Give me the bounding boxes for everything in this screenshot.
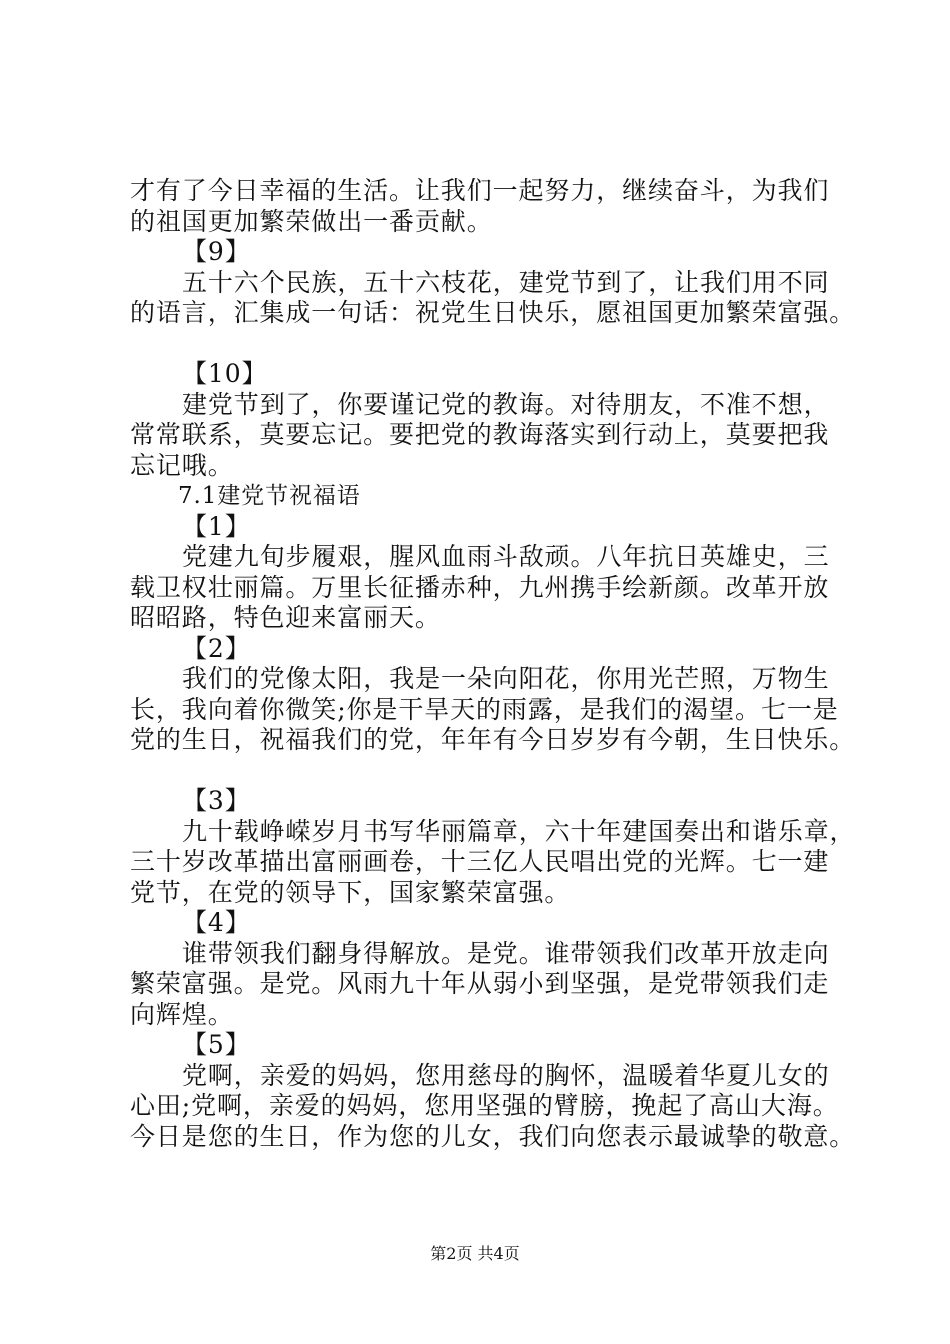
blank-line (130, 329, 850, 360)
text-line: 繁荣富强。是党。风雨九十年从弱小到坚强，是党带领我们走 (130, 969, 830, 998)
text-line: 【9】 (182, 237, 251, 266)
page-footer: 第2页 共4页 (430, 1244, 520, 1263)
text-line: 载卫权壮丽篇。万里长征播赤种，九州携手绘新颜。改革开放 (130, 572, 830, 602)
text-line: 【10】 (182, 359, 268, 388)
paragraph (130, 816, 856, 909)
paragraph (130, 267, 856, 329)
paragraph (130, 542, 850, 634)
text-line: 今日是您的生日，作为您的儿女，我们向您表示最诚挚的敬意。 (130, 1121, 856, 1151)
paragraph (130, 1060, 856, 1153)
text-line: 昭昭路，特色迎来富丽天。 (130, 603, 441, 632)
text-line: 长，我向着你微笑;你是干旱天的雨露，是我们的渴望。七一是 (130, 694, 839, 724)
section-marker (130, 786, 850, 817)
text-line: 才有了今日幸福的生活。让我们一起努力，继续奋斗，为我们 (130, 176, 830, 205)
text-line: 党节，在党的领导下，国家繁荣富强。 (130, 877, 571, 907)
section-marker (130, 908, 850, 939)
blank-line (130, 756, 850, 787)
section-marker (130, 1030, 850, 1061)
section-heading (130, 481, 850, 512)
paragraph (130, 390, 850, 482)
text-line: 党啊，亲爱的妈妈，您用慈母的胸怀，温暖着华夏儿女的 (182, 1060, 830, 1090)
text-line: 五十六个民族，五十六枝花，建党节到了，让我们用不同 (182, 267, 830, 297)
text-line: 向辉煌。 (130, 999, 234, 1029)
text-line: 【2】 (182, 633, 251, 663)
text-line: 三十岁改革描出富丽画卷，十三亿人民唱出党的光辉。七一建 (130, 847, 830, 876)
text-line: 谁带领我们翻身得解放。是党。谁带领我们改革开放走向 (182, 938, 830, 968)
paragraph (130, 939, 850, 1031)
section-marker (130, 359, 850, 390)
text-line: 党的生日，祝福我们的党，年年有今日岁岁有今朝，生日快乐。 (130, 725, 856, 754)
section-marker (130, 512, 850, 543)
text-line: 心田;党啊，亲爱的妈妈，您用坚强的臂膀，挽起了高山大海。 (130, 1091, 839, 1120)
text-line: 党建九旬步履艰，腥风血雨斗敌顽。八年抗日英雄史，三 (182, 542, 830, 571)
text-line: 建党节到了，你要谨记党的教诲。对待朋友，不准不想， (182, 389, 830, 419)
text-line: 【1】 (182, 511, 251, 541)
document-body (130, 176, 856, 1152)
paragraph (130, 664, 856, 756)
text-line: 忘记哦。 (130, 450, 234, 480)
section-marker (130, 237, 850, 268)
text-line: 九十载峥嵘岁月书写华丽篇章，六十年建国奏出和谐乐章， (182, 816, 856, 846)
text-line: 【5】 (182, 1030, 251, 1059)
text-line: 的祖国更加繁荣做出一番贡献。 (130, 206, 493, 236)
section-marker (130, 634, 850, 665)
paragraph-continuation (130, 176, 850, 237)
text-line: 常常联系，莫要忘记。要把党的教诲落实到行动上，莫要把我 (130, 420, 830, 449)
text-line: 我们的党像太阳，我是一朵向阳花，你用光芒照，万物生 (182, 664, 830, 693)
text-line: 【4】 (182, 908, 251, 937)
text-line: 的语言，汇集成一句话：祝党生日快乐，愿祖国更加繁荣富强。 (130, 298, 856, 327)
text-line: 【3】 (182, 786, 251, 815)
text-line: 7.1建党节祝福语 (178, 483, 361, 509)
